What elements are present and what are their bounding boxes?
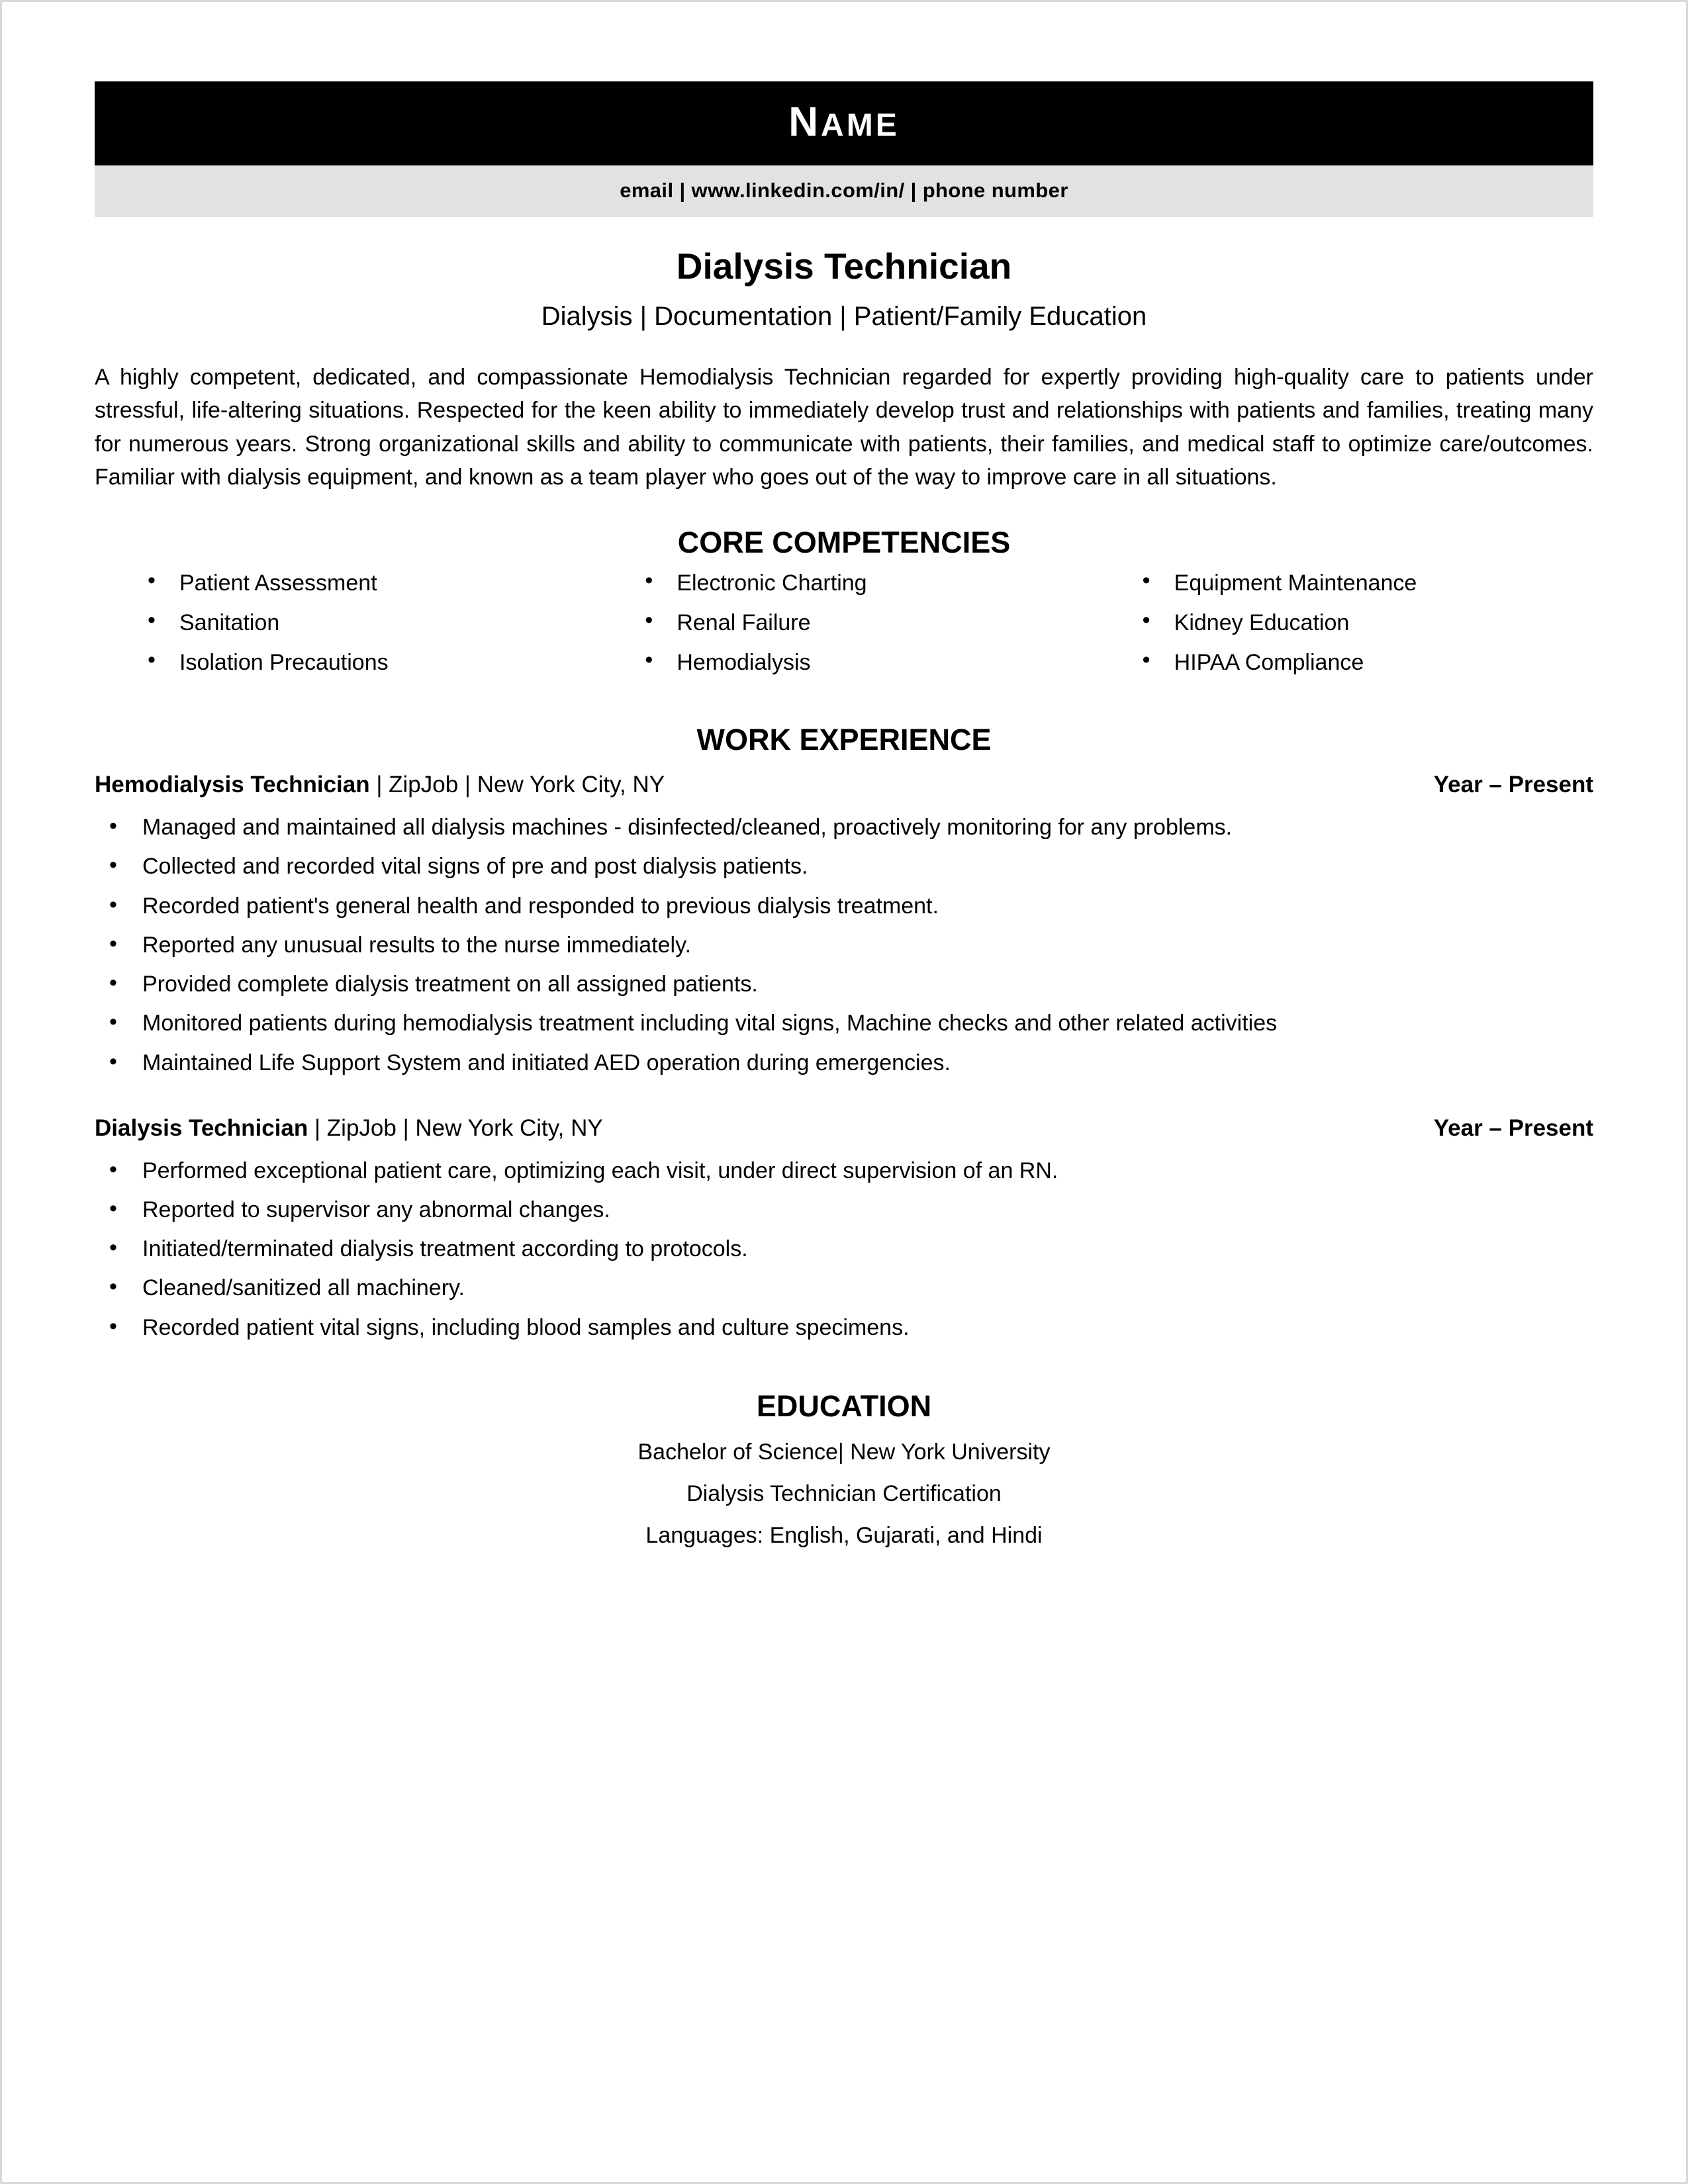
list-item: • Recorded patient's general health and responded to previous dialysis treatment. — [95, 891, 1593, 931]
experience-bullets — [95, 813, 1593, 1087]
list-item: • Managed and maintained all dialysis machines - disinfected/cleaned, proactively monitoring for any problems. — [95, 813, 1593, 852]
experience-role: Dialysis Technician — [95, 1115, 308, 1141]
list-item: • Isolation Precautions — [148, 651, 598, 691]
experience-title-line — [95, 772, 665, 798]
experience-meta: | ZipJob | New York City, NY — [369, 772, 665, 798]
competencies-grid — [95, 572, 1593, 691]
list-item: • Provided complete dialysis treatment on all assigned patients. — [95, 970, 1593, 1009]
contact-line: email | www.linkedin.com/in/ | phone number — [95, 165, 1593, 217]
list-item: • Collected and recorded vital signs of pre and post dialysis patients. — [95, 852, 1593, 891]
list-item: • Hemodialysis — [645, 651, 1096, 691]
experience-title-line — [95, 1115, 603, 1142]
list-item: • Recorded patient vital signs, including blood samples and culture specimens. — [95, 1313, 1593, 1352]
experience-meta: | ZipJob | New York City, NY — [308, 1115, 603, 1141]
section-header-experience: WORK EXPERIENCE — [696, 723, 992, 757]
list-item: • Patient Assessment — [148, 572, 598, 612]
competencies-column-1 — [95, 572, 598, 691]
experience-dates: Year – Present — [1433, 1115, 1593, 1141]
list-item: • Kidney Education — [1143, 612, 1593, 651]
list-item: • Electronic Charting — [645, 572, 1096, 612]
list-item: • Reported any unusual results to the nurse immediately. — [95, 931, 1593, 970]
education-line: Dialysis Technician Certification — [686, 1480, 1002, 1506]
experience-entry-1 — [95, 772, 1593, 1087]
list-item: • HIPAA Compliance — [1143, 651, 1593, 691]
experience-role: Hemodialysis Technician — [95, 772, 370, 798]
resume-sheet — [2, 2, 1686, 2182]
list-item: • Performed exceptional patient care, optimizing each visit, under direct supervision of an RN. — [95, 1156, 1593, 1195]
list-item: • Reported to supervisor any abnormal changes. — [95, 1195, 1593, 1234]
name-banner — [95, 81, 1593, 165]
experience-bullets — [95, 1156, 1593, 1352]
section-header-education: EDUCATION — [756, 1388, 932, 1423]
education-line: Bachelor of Science| New York University — [637, 1439, 1051, 1465]
list-item: • Equipment Maintenance — [1143, 572, 1593, 612]
name-rest: AME — [821, 108, 900, 143]
list-item: • Sanitation — [148, 612, 598, 651]
professional-summary: A highly competent, dedicated, and compassionate Hemodialysis Technician regarded for expertly providing high-quality care to patients under stressful, life-altering situations. Respected for the keen ability to immediately develop trust and relationships with patients and families, treating many for numerous years. Strong organizational skills and ability to communicate with patients, their families, and medical staff to optimize care/outcomes. Familiar with dialysis equipment, and known as a team player who goes out of the way to improve care in all situations. — [95, 365, 1593, 490]
specialties-line: Dialysis | Documentation | Patient/Family Education — [541, 302, 1147, 331]
experience-header-row — [95, 772, 1593, 798]
page-title: Dialysis Technician — [676, 246, 1012, 287]
list-item: • Maintained Life Support System and initiated AED operation during emergencies. — [95, 1048, 1593, 1087]
list-item: • Cleaned/sanitized all machinery. — [95, 1273, 1593, 1312]
list-item: • Renal Failure — [645, 612, 1096, 651]
experience-entry-2 — [95, 1115, 1593, 1352]
section-header-competencies: CORE COMPETENCIES — [677, 525, 1011, 560]
candidate-name — [95, 99, 1593, 146]
competencies-column-2 — [598, 572, 1096, 691]
competencies-column-3 — [1096, 572, 1593, 691]
list-item: • Monitored patients during hemodialysis treatment including vital signs, Machine checks and other related activities — [95, 1009, 1593, 1048]
experience-header-row — [95, 1115, 1593, 1142]
name-first-letter: N — [788, 99, 821, 145]
experience-dates: Year – Present — [1433, 772, 1593, 798]
list-item: • Initiated/terminated dialysis treatment according to protocols. — [95, 1234, 1593, 1273]
education-line: Languages: English, Gujarati, and Hindi — [645, 1522, 1043, 1548]
